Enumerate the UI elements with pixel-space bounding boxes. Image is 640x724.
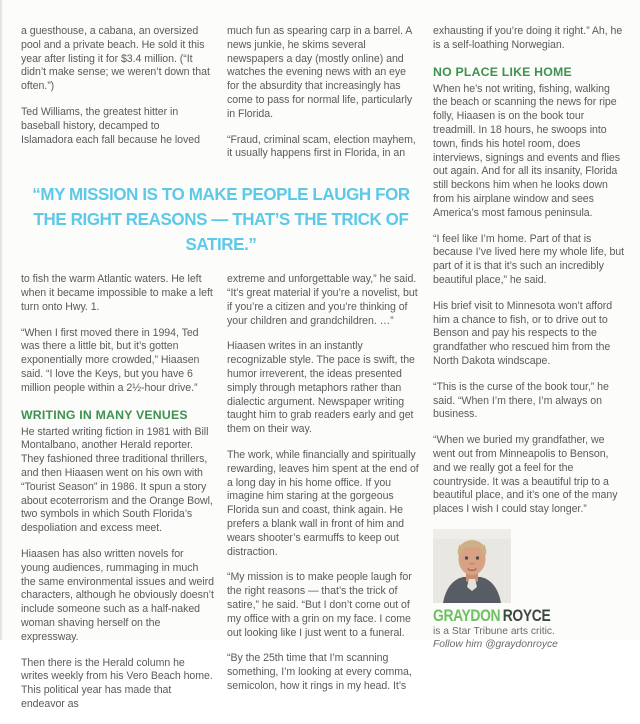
author-bio-block — [433, 529, 625, 651]
bottom-text-row — [21, 273, 420, 724]
column-3 — [433, 25, 625, 651]
paragraph: His brief visit to Minnesota won’t afford him a chance to fish, or to drive out to Benson and pay his respects to the grandfather who rescued him from the North Dakota windscape. — [433, 299, 613, 367]
scanned-page-edge — [0, 0, 3, 640]
paragraph: exhausting if you’re doing it right.” Ah, he is a self-loathing Norwegian. — [433, 25, 623, 51]
column-1-bottom — [21, 273, 214, 724]
author-photo — [433, 529, 511, 603]
paragraph: He started writing fiction in 1981 with Bill Montalbano, another Herald reporter. They fashioned three traditional thrillers, and then Hiaasen went on his own with “Tourist Season” in 1986. It spun a story about ecoterrorism and the Orange Bowl, two symbols in which South Florida’s despoliation and excess meet. — [21, 425, 213, 535]
author-role: is a Star Tribune arts critic. — [433, 625, 555, 637]
column-1-top — [21, 25, 214, 163]
paragraph: “This is the curse of the book tour,” he said. “When I’m there, I’m always on business. — [433, 380, 609, 421]
paragraph: Then there is the Herald column he writes weekly from his Vero Beach home. This political year has made that endeavor as — [21, 656, 213, 710]
paragraph: Hiaasen writes in an instantly recognizable style. The pace is swift, the humor irreverent, the ideas presented simply through metaphors rather than dialectic argument. Newspaper writing taught him to grab readers early and get them on their way. — [227, 340, 415, 436]
column-2-bottom — [227, 273, 420, 706]
author-name — [433, 608, 594, 625]
paragraph: “By the 25th time that I’m scanning something, I’m looking at every comma, semicolon, how it rings in my head. It’s — [227, 652, 412, 692]
paragraph: much fun as spearing carp in a barrel. A news junkie, he skims several newspapers a day (mostly online) and watches the evening news with an eye for the absurdity that increasingly has come to pass for normal life, particularly in Florida. — [227, 25, 413, 120]
paragraph: extreme and unforgettable way,” he said. “It’s great material if you’re a novelist, but if you’re a citizen and you’re thinking of your children and grandchildren. …” — [227, 273, 418, 327]
author-follow-handle: Follow him @graydonroyce — [433, 638, 558, 650]
top-text-row — [21, 25, 420, 173]
paragraph: “Fraud, criminal scam, election mayhem, it usually happens first in Florida, in an — [227, 133, 416, 160]
section-heading-writing-in-many-venues: WRITING IN MANY VENUES — [21, 407, 188, 422]
paragraph: Ted Williams, the greatest hitter in baseball history, decamped to Islamadora each fall because he loved — [21, 105, 200, 146]
left-two-column-region — [21, 25, 420, 724]
paragraph: a guesthouse, a cabana, an oversized pool and a private beach. He sold it this year after listing it for $3.4 million. (“It didn’t make sense; we weren’t down that often.”) — [21, 25, 210, 93]
paragraph: “My mission is to make people laugh for the right reasons — that’s the trick of satire,” he said. “But I don’t come out of my office with a grin on my face. I come out looking like I just went to a funeral. — [227, 571, 412, 639]
paragraph: “When I first moved there in 1994, Ted was there a little bit, but it’s gotten exponentially more crowded,” Hiaasen said. “I love the Keys, but you have 6 million people within a 2½-hour drive.” — [21, 326, 200, 394]
paragraph: When he’s not writing, fishing, walking the beach or scanning the news for ripe folly, Hiaasen is on the book tour treadmill. In 18 hours, he swoops into town, finds his hotel room, does interviews, signings and events and flies out again. And for all its insanity, Florida still beckons him when he looks down from his airplane window and sees America’s most famous peninsula. — [433, 82, 620, 219]
pull-quote: “MY MISSION IS TO MAKE PEOPLE LAUGH FOR THE RIGHT REASONS — THAT’S THE TRICK OF SATIRE.” — [31, 184, 410, 255]
paragraph: Hiaasen has also written novels for young audiences, rummaging in much the same environmental issues and weird characters, although he obviously doesn’t include someone such as a half-naked woman shaving herself on the expressway. — [21, 547, 214, 643]
author-first-name: GRAYDON — [433, 606, 501, 625]
column-2-top — [227, 25, 420, 173]
author-last-name: ROYCE — [502, 606, 551, 625]
paragraph: “When we buried my grandfather, we went out from Minneapolis to Benson, and we really got a feel for the countryside. It was a beautiful trip to a beautiful place, and it’s one of the many places I wish I could stay longer.” — [433, 434, 618, 516]
paragraph: The work, while financially and spiritually rewarding, leaves him spent at the end of a long day in his home office. If you imagine him staring at the gorgeous Florida sun and coast, think again. He prefers a blank wall in front of him and wears shooter’s earmuffs to keep out distraction. — [227, 448, 419, 558]
section-heading-no-place-like-home: NO PLACE LIKE HOME — [433, 64, 572, 79]
paragraph: “I feel like I’m home. Part of that is because I’ve lived here my whole life, but part of it is that it’s such an incredibly beautiful place,” he said. — [433, 232, 625, 286]
portrait-illustration — [433, 529, 511, 603]
paragraph: to fish the warm Atlantic waters. He left when it became impossible to make a left turn onto Hwy. 1. — [21, 273, 213, 313]
